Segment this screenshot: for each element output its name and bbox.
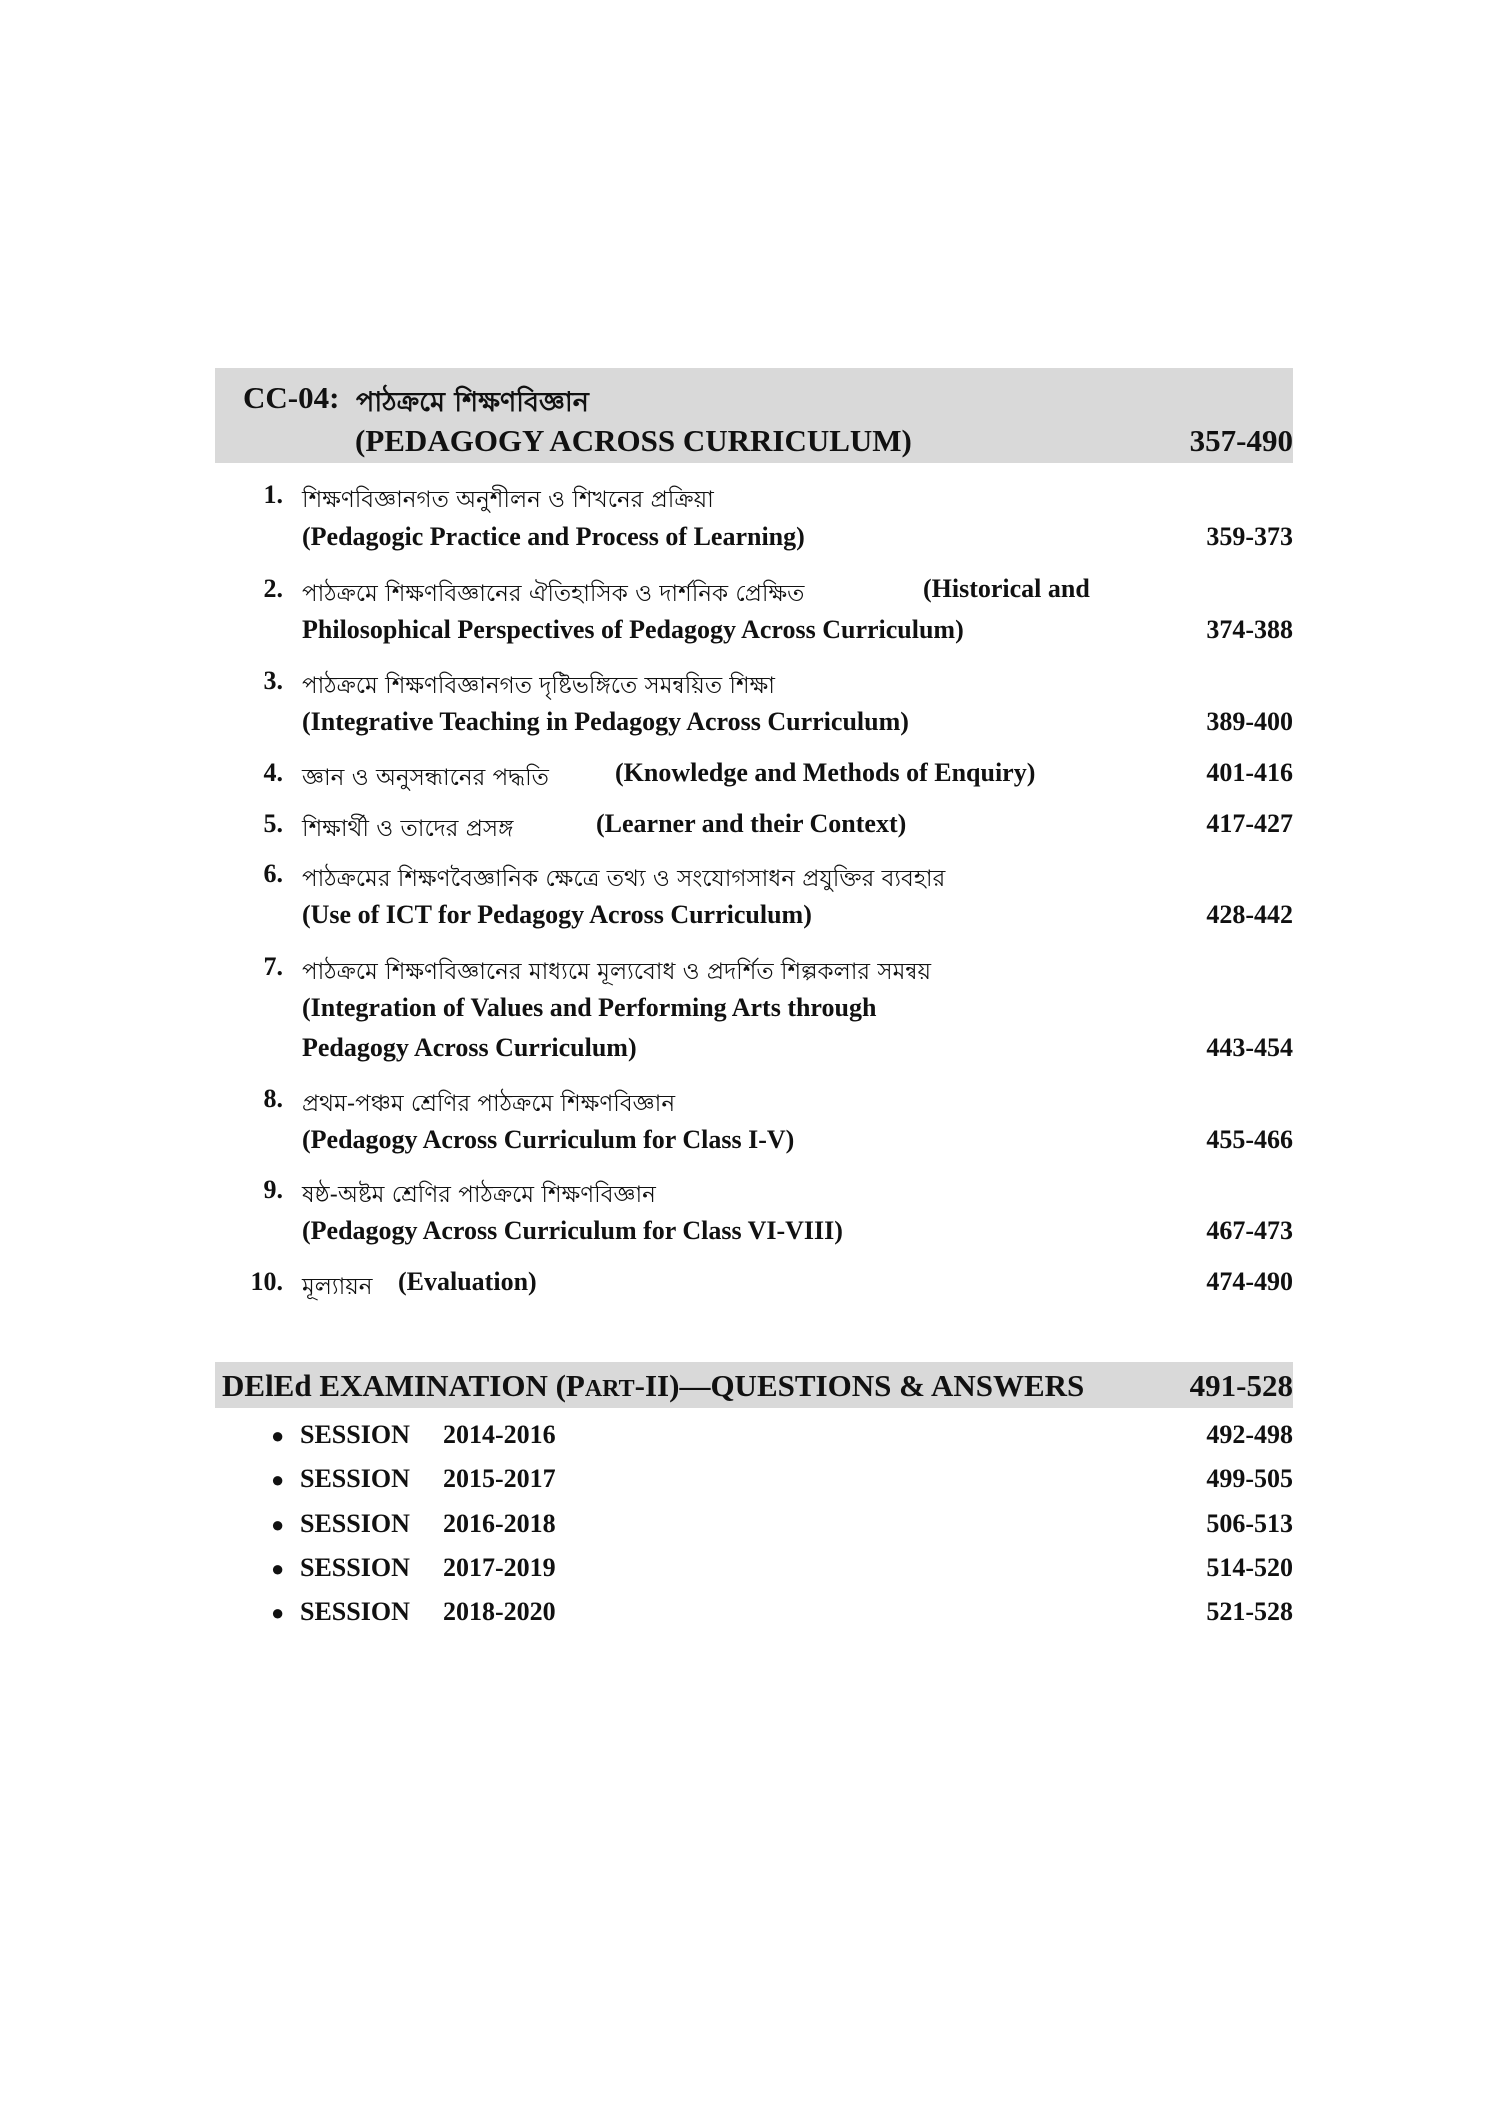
chapter-number: 2.: [263, 574, 283, 603]
chapter-page-range: 374-388: [1206, 615, 1293, 644]
bullet-icon: ●: [271, 1423, 285, 1448]
session-label: SESSION: [300, 1597, 410, 1626]
chapter-number: 6.: [263, 859, 283, 888]
exam-title-part2: -II)—QUESTIONS & ANSWERS: [634, 1368, 1085, 1403]
chapter-title-bengali: শিক্ষার্থী ও তাদের প্রসঙ্গ: [302, 816, 514, 842]
exam-title-part1: DElEd EXAMINATION (P: [222, 1368, 585, 1403]
chapter-number: 10.: [250, 1267, 283, 1296]
chapter-title-english: (Use of ICT for Pedagogy Across Curriculum): [302, 900, 812, 929]
chapter-title-english: (Pedagogy Across Curriculum for Class VI-VIII): [302, 1216, 843, 1245]
session-years: 2018-2020: [443, 1597, 556, 1626]
chapter-title-bengali: মূল্যায়ন: [302, 1274, 373, 1300]
chapter-title-english-cont: Pedagogy Across Curriculum): [302, 1033, 637, 1062]
exam-title-smallcaps: ART: [584, 1376, 635, 1402]
chapter-page-range: 359-373: [1206, 522, 1293, 551]
chapter-title-bengali: পাঠক্রমে শিক্ষণবিজ্ঞানের মাধ্যমে মূল্যবোধ ও প্রদর্শিত শিল্পকলার সমন্বয়: [302, 959, 932, 985]
chapter-page-range: 455-466: [1206, 1125, 1293, 1154]
chapter-number: 3.: [263, 666, 283, 695]
exam-section-title: [222, 1368, 1084, 1404]
bullet-icon: ●: [271, 1556, 285, 1581]
chapter-page-range: 467-473: [1206, 1216, 1293, 1245]
chapter-title-english-cont: Philosophical Perspectives of Pedagogy Across Curriculum): [302, 615, 964, 644]
chapter-number: 7.: [263, 952, 283, 981]
session-label: SESSION: [300, 1464, 410, 1493]
chapter-number: 4.: [263, 758, 283, 787]
session-years: 2016-2018: [443, 1509, 556, 1538]
session-label: SESSION: [300, 1553, 410, 1582]
chapter-title-bengali: জ্ঞান ও অনুসন্ধানের পদ্ধতি: [302, 765, 549, 791]
chapter-page-range: 428-442: [1206, 900, 1293, 929]
session-page-range: 506-513: [1206, 1509, 1293, 1538]
chapter-title-english: (Historical and: [923, 574, 1090, 603]
chapter-page-range: 401-416: [1206, 758, 1293, 787]
session-page-range: 521-528: [1206, 1597, 1293, 1626]
chapter-title-bengali: পাঠক্রমে শিক্ষণবিজ্ঞানগত দৃষ্টিভঙ্গিতে সমন্বয়িত শিক্ষা: [302, 673, 775, 699]
chapter-title-english: (Pedagogic Practice and Process of Learning): [302, 522, 805, 551]
bullet-icon: ●: [271, 1600, 285, 1625]
chapter-title-english: (Evaluation): [398, 1267, 537, 1296]
chapter-title-bengali: প্রথম-পঞ্চম শ্রেণির পাঠক্রমে শিক্ষণবিজ্ঞান: [302, 1091, 676, 1117]
chapter-page-range: 443-454: [1206, 1033, 1293, 1062]
chapter-title-bengali: পাঠক্রমের শিক্ষণবৈজ্ঞানিক ক্ষেত্রে তথ্য ও সংযোগসাধন প্রযুক্তির ব্যবহার: [302, 866, 946, 892]
chapter-number: 5.: [263, 809, 283, 838]
chapter-title-english: (Integrative Teaching in Pedagogy Across Curriculum): [302, 707, 909, 736]
chapter-title-english: (Integration of Values and Performing Arts through: [302, 993, 877, 1022]
session-label: SESSION: [300, 1420, 410, 1449]
course-page-range: 357-490: [1189, 423, 1293, 458]
session-label: SESSION: [300, 1509, 410, 1538]
chapter-number: 8.: [263, 1084, 283, 1113]
session-years: 2015-2017: [443, 1464, 556, 1493]
chapter-number: 9.: [263, 1175, 283, 1204]
chapter-number: 1.: [263, 480, 283, 509]
chapter-title-english: (Knowledge and Methods of Enquiry): [615, 758, 1036, 787]
session-page-range: 514-520: [1206, 1553, 1293, 1582]
chapter-page-range: 417-427: [1206, 809, 1293, 838]
exam-page-range: 491-528: [1189, 1368, 1293, 1403]
chapter-title-bengali: শিক্ষণবিজ্ঞানগত অনুশীলন ও শিখনের প্রক্রিয়া: [302, 487, 714, 513]
course-title-bengali: পাঠক্রমে শিক্ষণবিজ্ঞান: [356, 387, 589, 418]
course-code: CC-04:: [243, 380, 340, 415]
chapter-title-english: (Learner and their Context): [596, 809, 907, 838]
chapter-title-english: (Pedagogy Across Curriculum for Class I-V): [302, 1125, 795, 1154]
bullet-icon: ●: [271, 1467, 285, 1492]
chapter-title-bengali: ষষ্ঠ-অষ্টম শ্রেণির পাঠক্রমে শিক্ষণবিজ্ঞান: [302, 1182, 656, 1208]
session-years: 2014-2016: [443, 1420, 556, 1449]
session-page-range: 492-498: [1206, 1420, 1293, 1449]
session-page-range: 499-505: [1206, 1464, 1293, 1493]
bullet-icon: ●: [271, 1512, 285, 1537]
chapter-title-bengali: পাঠক্রমে শিক্ষণবিজ্ঞানের ঐতিহাসিক ও দার্শনিক প্রেক্ষিত: [302, 581, 805, 607]
chapter-page-range: 474-490: [1206, 1267, 1293, 1296]
course-title-english: (PEDAGOGY ACROSS CURRICULUM): [355, 423, 912, 458]
session-years: 2017-2019: [443, 1553, 556, 1582]
chapter-page-range: 389-400: [1206, 707, 1293, 736]
